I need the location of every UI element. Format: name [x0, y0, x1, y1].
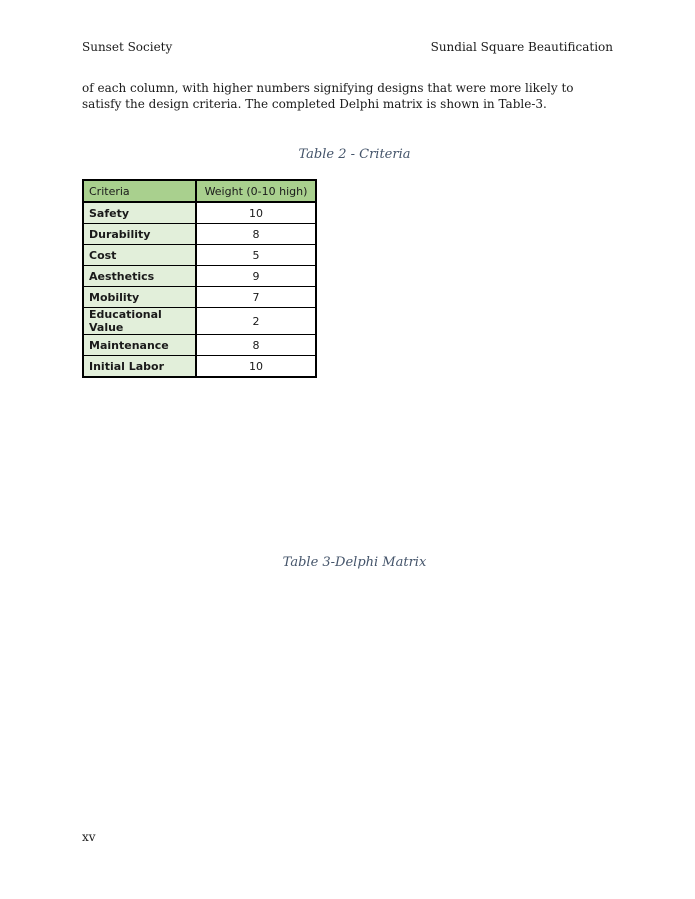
criteria-weight: 5 [196, 245, 316, 266]
criteria-weight: 10 [196, 356, 316, 378]
criteria-name: Aesthetics [83, 266, 196, 287]
table-row [83, 266, 316, 287]
criteria-weight: 10 [196, 202, 316, 224]
body-paragraph: of each column, with higher numbers signifying designs that were more likely to satisfy the design criteria. The completed Delphi matrix is shown in Table-3. [82, 81, 574, 111]
column-header-weight: Weight (0-10 high) [196, 180, 316, 202]
criteria-table [82, 179, 317, 378]
criteria-weight: 8 [196, 335, 316, 356]
table-row [83, 287, 316, 308]
criteria-name: Cost [83, 245, 196, 266]
table-row [83, 202, 316, 224]
criteria-name: Initial Labor [83, 356, 196, 378]
criteria-weight: 8 [196, 224, 316, 245]
criteria-weight: 2 [196, 308, 316, 335]
criteria-name: Durability [83, 224, 196, 245]
table-3-caption: Table 3-Delphi Matrix [282, 555, 427, 570]
table-2-caption: Table 2 - Criteria [298, 147, 411, 162]
table-row [83, 356, 316, 378]
table-row [83, 224, 316, 245]
column-header-criteria: Criteria [83, 180, 196, 202]
criteria-weight: 7 [196, 287, 316, 308]
criteria-name: Mobility [83, 287, 196, 308]
table-row [83, 245, 316, 266]
page-number: xv [82, 830, 96, 844]
header-right: Sundial Square Beautification [430, 40, 613, 54]
criteria-name: Educational Value [83, 308, 196, 335]
header-left: Sunset Society [82, 40, 173, 54]
table-row [83, 335, 316, 356]
criteria-weight: 9 [196, 266, 316, 287]
table-row [83, 308, 316, 335]
table-header-row [83, 180, 316, 202]
criteria-name: Maintenance [83, 335, 196, 356]
criteria-name: Safety [83, 202, 196, 224]
